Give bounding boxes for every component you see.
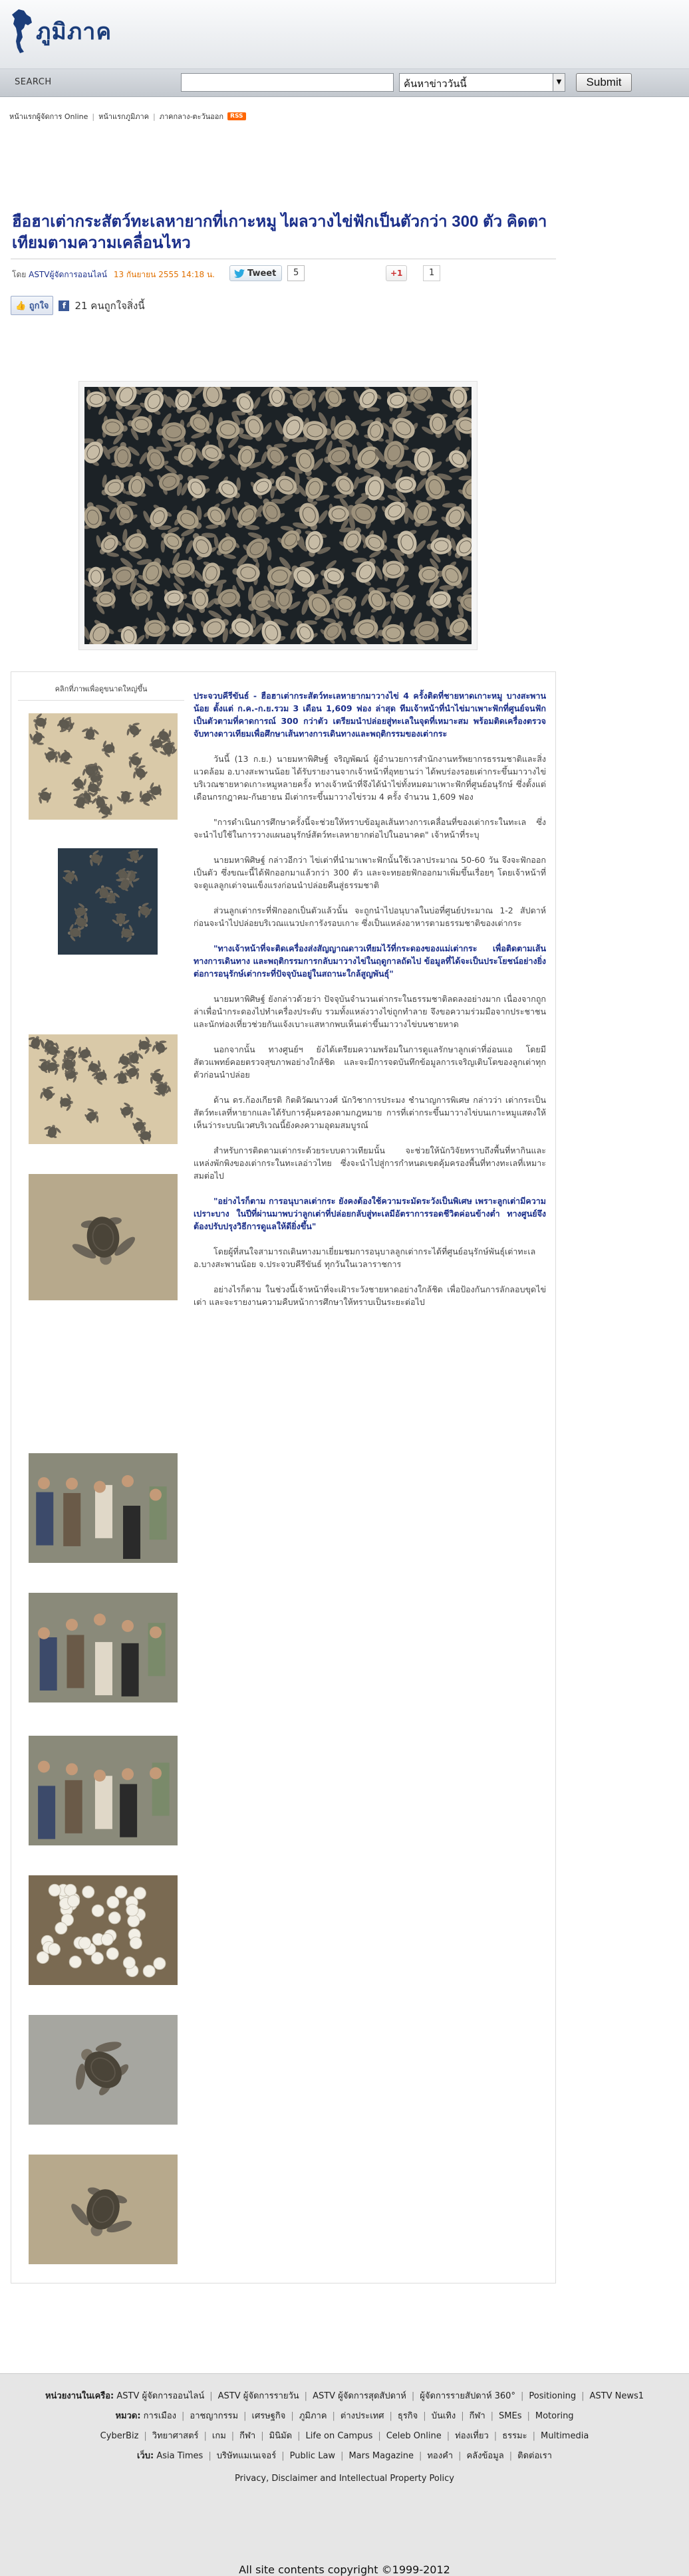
facebook-like-row bbox=[11, 296, 145, 315]
thumbnail-image bbox=[29, 1034, 178, 1144]
footer-row-sections-more bbox=[0, 2428, 689, 2442]
search-scope-value: ค้นหาข่าววันนี้ bbox=[404, 78, 467, 90]
footer-separator: | bbox=[144, 2431, 147, 2441]
article-paragraph: นอกจากนั้น ทางศูนย์ฯ ยังได้เตรียมความพร้อมในการดูแลรักษาลูกเต่าที่อ่อนแอ โดยมีสัตวแพทย์คอยตรวจสุขภาพอย่างใกล้ชิด และจะมีการจดบันทึกข้อมูลการเจริญเติบโตของลูกเต่าทุกตัวก่อนนำปล่อย bbox=[194, 1044, 546, 1080]
gallery-thumbnail[interactable] bbox=[29, 2155, 178, 2264]
footer-separator: | bbox=[304, 2391, 308, 2401]
chevron-down-icon: ▼ bbox=[553, 74, 565, 91]
footer-separator: | bbox=[418, 2451, 422, 2461]
gallery-thumbnail[interactable] bbox=[29, 1174, 178, 1300]
thumbnail-image bbox=[29, 1736, 178, 1845]
gallery-caption: คลิกที่ภาพเพื่อดูขนาดใหญ่ขึ้น bbox=[18, 679, 184, 701]
footer-link[interactable]: Life on Campus bbox=[305, 2431, 373, 2441]
footer-link[interactable]: Positioning bbox=[529, 2391, 577, 2401]
gallery-thumbnail[interactable] bbox=[29, 713, 178, 820]
footer-separator: | bbox=[581, 2391, 585, 2401]
like-label: ถูกใจ bbox=[29, 301, 49, 311]
article-paragraph: นายมหาพิศิษฐ์ ยังกล่าวด้วยว่า ปัจจุบันจำนวนเต่ากระในธรรมชาติลดลงอย่างมาก เนื่องจากถูกล่าเพื่อนำกระดองไปทำเครื่องประดับ รวมทั้งแหล่งวางไข่ถูกทำลาย จึงขอความร่วมมือจากประชาชนและนักท่องเที่ยวช่วยกันแจ้งเบาะแสหากพบเห็นเต่าขึ้นมาวางไข่บนชายหาด bbox=[194, 994, 546, 1029]
footer-separator: | bbox=[423, 2411, 426, 2421]
search-scope-select[interactable] bbox=[399, 73, 565, 92]
tweet-count: 5 bbox=[287, 265, 305, 281]
footer-separator: | bbox=[208, 2451, 211, 2461]
article-title: ฮือฮาเต่ากระสัตว์ทะเลหายากที่เกาะหมู ไผลวางไข่ฟักเป็นตัวกว่า 300 ตัว คิดตาเทียมตามความเคลื่อนไหว bbox=[12, 213, 547, 252]
rss-badge[interactable]: RSS bbox=[227, 112, 246, 120]
footer-separator: | bbox=[378, 2431, 381, 2441]
footer-separator: | bbox=[411, 2391, 415, 2401]
breadcrumb-item-central-east[interactable]: ภาคกลาง-ตะวันออก bbox=[159, 112, 224, 121]
footer-link[interactable]: ผู้จัดการรายสัปดาห์ 360° bbox=[420, 2391, 515, 2401]
article-paragraph: สำหรับการติดตามเต่ากระด้วยระบบดาวเทียมนั้น จะช่วยให้นักวิจัยทราบถึงพื้นที่หากินและแหล่งพักพิงของเต่ากระในทะเลอ่าวไทย ซึ่งจะนำไปสู่การกำหนดเขตคุ้มครองพื้นที่ทางทะเลที่เหมาะสมต่อไป bbox=[194, 1145, 546, 1181]
breadcrumb-item-region-home[interactable]: หน้าแรกภูมิภาค bbox=[98, 112, 149, 121]
article-paragraph: อย่างไรก็ตาม ในช่วงนี้เจ้าหน้าที่จะเฝ้าระวังชายหาดอย่างใกล้ชิด เพื่อป้องกันการลักลอบขุดไข่เต่า และจะรายงานความคืบหน้าการศึกษาให้ทราบเป็นระยะต่อไป bbox=[194, 1284, 546, 1307]
footer-link[interactable]: อาชญากรรม bbox=[190, 2411, 239, 2421]
facebook-icon: f bbox=[59, 300, 69, 311]
footer-separator: | bbox=[532, 2431, 536, 2441]
breadcrumb bbox=[9, 110, 246, 122]
thumbnail-image bbox=[29, 2155, 178, 2264]
thailand-map-icon bbox=[11, 8, 33, 55]
thumbnail-image bbox=[29, 1593, 178, 1702]
facebook-like-button[interactable] bbox=[11, 296, 53, 315]
footer-row-label: เว็บ: bbox=[137, 2451, 154, 2461]
thumbnail-image bbox=[29, 1174, 178, 1300]
search-submit-button[interactable]: Submit bbox=[576, 73, 632, 92]
thumbnail-image bbox=[29, 2015, 178, 2125]
article-body-box bbox=[11, 671, 556, 2283]
footer-link[interactable]: ติดต่อเรา bbox=[517, 2451, 552, 2461]
footer-link[interactable]: การเมือง bbox=[143, 2411, 176, 2421]
article-paragraph: "ทางเจ้าหน้าที่จะติดเครื่องส่งสัญญาณดาวเทียมไว้ที่กระดองของแม่เต่ากระ เพื่อติดตามเส้นทางการเดินทาง และพฤติกรรมการกลับมาวางไข่ในฤดูกาลถัดไป ข้อมูลที่ได้จะเป็นประโยชน์อย่างยิ่งต่อการอนุรักษ์เต่ากระที่ปัจจุบันอยู่ในสถานะใกล้สูญพันธุ์" bbox=[194, 943, 546, 979]
footer-link[interactable]: เศรษฐกิจ bbox=[251, 2411, 286, 2421]
footer-row-network bbox=[0, 2389, 689, 2402]
byline-agency: ASTVผู้จัดการออนไลน์ bbox=[29, 270, 107, 279]
footer-link[interactable]: Public Law bbox=[289, 2451, 336, 2461]
footer-link[interactable]: Asia Times bbox=[156, 2451, 204, 2461]
google-plus-button[interactable]: +1 bbox=[386, 265, 407, 281]
footer-link[interactable]: กีฬา bbox=[469, 2411, 485, 2421]
google-plus-count: 1 bbox=[423, 265, 440, 281]
main-article-photo[interactable] bbox=[78, 381, 478, 650]
article-text bbox=[194, 689, 546, 1321]
article-paragraph: นายมหาพิศิษฐ์ กล่าวอีกว่า ไข่เต่าที่นำมาเพาะฟักนั้นใช้เวลาประมาณ 50-60 วัน จึงจะฟักออกเป็นตัว ซึ่งขณะนี้ได้ฟักออกมาแล้วกว่า 300 ตัว และจะทยอยฟักออกมาเพิ่มขึ้นเรื่อยๆ โดยเจ้าหน้าที่จะดูแลลูกเต่าจนแข็งแรงก่อนนำปล่อยคืนสู่ธรรมชาติ bbox=[194, 855, 546, 890]
footer-link[interactable]: Mars Magazine bbox=[348, 2451, 414, 2461]
byline-prefix: โดย bbox=[12, 270, 27, 279]
footer-row-label: หน่วยงานในเครือ: bbox=[45, 2391, 114, 2401]
footer-link[interactable]: บริษัทแมเนเจอร์ bbox=[216, 2451, 277, 2461]
footer-link[interactable]: ASTV ผู้จัดการออนไลน์ bbox=[116, 2391, 205, 2401]
footer-link[interactable]: ASTV ผู้จัดการรายวัน bbox=[217, 2391, 299, 2401]
search-input[interactable] bbox=[181, 73, 394, 92]
footer-separator: | bbox=[509, 2451, 513, 2461]
article-paragraph: โดยผู้ที่สนใจสามารถเดินทางมาเยี่ยมชมการอนุบาลลูกเต่ากระได้ที่ศูนย์อนุรักษ์พันธุ์เต่าทะเล อ.บางสะพานน้อย จ.ประจวบคีรีขันธ์ ทุกวันในเวลาราชการ bbox=[194, 1246, 536, 1269]
article-paragraph: "การดำเนินการศึกษาครั้งนี้จะช่วยให้ทราบข้อมูลเส้นทางการเคลื่อนที่ของเต่ากระในทะเล ซึ่งจะนำไปใช้ในการวางแผนอนุรักษ์สัตว์ทะเลหายากต่อไปในอนาคต" เจ้าหน้าที่ระบุ bbox=[194, 817, 546, 840]
gallery-thumbnail[interactable] bbox=[29, 1593, 178, 1702]
footer-row-sections bbox=[0, 2408, 689, 2422]
footer-link[interactable]: เกม bbox=[211, 2431, 226, 2441]
article-paragraph: ด้าน ดร.ก้องเกียรติ กิตติวัฒนาวงศ์ นักวิชาการประมง ชำนาญการพิเศษ กล่าวว่า เต่ากระเป็นสัตว์ทะเลที่หายากและได้รับการคุ้มครองตามกฎหมาย การที่เต่ากระขึ้นมาวางไข่บนเกาะหมูแสดงให้เห็นว่าระบบนิเวศบริเวณนี้ยังคงความอุดมสมบูรณ์ bbox=[194, 1095, 546, 1130]
breadcrumb-item-home-online[interactable]: หน้าแรกผู้จัดการ Online bbox=[9, 112, 88, 121]
footer-separator: | bbox=[204, 2431, 207, 2441]
site-logo[interactable] bbox=[11, 8, 112, 55]
footer-link[interactable]: ท่องเที่ยว bbox=[455, 2431, 489, 2441]
footer-separator: | bbox=[490, 2411, 494, 2421]
footer-separator: | bbox=[461, 2411, 464, 2421]
footer-link[interactable]: ธุรกิจ bbox=[397, 2411, 418, 2421]
footer-row-label: หมวด: bbox=[115, 2411, 141, 2421]
footer-link[interactable]: CyberBiz bbox=[100, 2431, 139, 2441]
footer-separator: | bbox=[458, 2451, 462, 2461]
article-byline bbox=[12, 269, 215, 281]
footer-link[interactable]: มินิมัด bbox=[269, 2431, 293, 2441]
footer-link[interactable]: ASTV News1 bbox=[589, 2391, 644, 2401]
search-label: SEARCH bbox=[15, 77, 52, 87]
footer-separator: | bbox=[389, 2411, 392, 2421]
photo-gallery-sidebar bbox=[18, 679, 184, 2274]
footer-separator: | bbox=[493, 2431, 497, 2441]
site-header bbox=[0, 0, 689, 69]
footer-separator: | bbox=[281, 2451, 285, 2461]
footer-row-websites bbox=[0, 2448, 689, 2462]
thumbs-up-icon: 👍 bbox=[15, 301, 27, 311]
gallery-thumbnail[interactable] bbox=[29, 2015, 178, 2125]
footer-link[interactable]: วิทยาศาสตร์ bbox=[152, 2431, 199, 2441]
footer-link[interactable]: ASTV ผู้จัดการสุดสัปดาห์ bbox=[313, 2391, 406, 2401]
tweet-label: Tweet bbox=[247, 268, 277, 279]
thumbnail-image bbox=[29, 1453, 178, 1563]
footer-separator: | bbox=[332, 2411, 335, 2421]
article-paragraph: "อย่างไรก็ตาม การอนุบาลเต่ากระ ยังคงต้องใช้ความระมัดระวังเป็นพิเศษ เพราะลูกเต่ามีความเปราะบาง ในปีที่ผ่านมาพบว่าลูกเต่าที่ปล่อยกลับสู่ทะเลมีอัตราการรอดชีวิตค่อนข้างต่ำ ทางศูนย์จึงต้องปรับปรุงวิธีการดูแลให้ดียิ่งขึ้น" bbox=[194, 1196, 546, 1231]
gallery-thumbnail[interactable] bbox=[29, 1875, 178, 1985]
footer-separator: | bbox=[446, 2431, 450, 2441]
footer-link[interactable]: ธรรมะ bbox=[502, 2431, 527, 2441]
article-date: 13 กันยายน 2555 14:18 น. bbox=[113, 270, 215, 279]
site-logo-text: ภูมิภาค bbox=[36, 19, 112, 45]
gallery-thumbnail[interactable] bbox=[58, 848, 158, 955]
footer-separator: | bbox=[243, 2411, 247, 2421]
search-bar bbox=[0, 69, 689, 97]
footer-link[interactable]: บันเทิง bbox=[431, 2411, 456, 2421]
breadcrumb-separator: | bbox=[92, 112, 95, 121]
thumbnail-image bbox=[29, 1875, 178, 1985]
footer-separator: | bbox=[261, 2431, 264, 2441]
like-count-text: 21 คนถูกใจสิ่งนี้ bbox=[74, 299, 145, 312]
footer-separator: | bbox=[527, 2411, 530, 2421]
footer-copyright: All site contents copyright ©1999-2012 bbox=[239, 2563, 450, 2576]
footer-separator: | bbox=[297, 2431, 301, 2441]
footer-separator: | bbox=[231, 2431, 235, 2441]
gallery-thumbnail[interactable] bbox=[29, 1034, 178, 1144]
footer-link[interactable]: Celeb Online bbox=[386, 2431, 442, 2441]
footer-link[interactable]: คลังข้อมูล bbox=[466, 2451, 504, 2461]
twitter-bird-icon bbox=[234, 269, 245, 278]
site-footer bbox=[0, 2373, 689, 2576]
footer-policy-link[interactable]: Privacy, Disclaimer and Intellectual Property Policy bbox=[235, 2474, 454, 2484]
footer-separator: | bbox=[291, 2411, 294, 2421]
gallery-thumbnail[interactable] bbox=[29, 1736, 178, 1845]
thumbnail-image bbox=[29, 713, 178, 820]
turtle-hatchlings-photo bbox=[84, 387, 472, 644]
footer-link[interactable]: Motoring bbox=[535, 2411, 574, 2421]
article-paragraph: วันนี้ (13 ก.ย.) นายมหาพิศิษฐ์ จริญพัฒน์ ผู้อำนวยการสำนักงานทรัพยากรธรรมชาติและสิ่งแวดล้อม อ.บางสะพานน้อย ได้รับรายงานจากเจ้าหน้าที่อุทยานว่า ได้พบร่องรอยเต่ากระขึ้นมาวางไข่บริเวณชายหาดเกาะหมูหลายครั้ง ทางเจ้าหน้าที่จึงได้นำไข่ทั้งหมดมาเพาะฟักที่ศูนย์อนุรักษ์ ซึ่งตั้งแต่เดือนกรกฎาคม-กันยายน มีเต่ากระขึ้นมาวางไข่รวม 4 ครั้ง จำนวน 1,609 ฟอง bbox=[194, 754, 546, 802]
thumbnail-image bbox=[58, 848, 158, 955]
footer-link[interactable]: ทองคำ bbox=[427, 2451, 454, 2461]
footer-separator: | bbox=[341, 2451, 344, 2461]
footer-separator: | bbox=[209, 2391, 213, 2401]
gallery-thumbnail[interactable] bbox=[29, 1453, 178, 1563]
article-paragraph: ส่วนลูกเต่ากระที่ฟักออกเป็นตัวแล้วนั้น จะถูกนำไปอนุบาลในบ่อที่ศูนย์ประมาณ 1-2 สัปดาห์ ก่อนจะนำไปปล่อยบริเวณแนวปะการังรอบเกาะ ซึ่งเป็นแหล่งอาหารตามธรรมชาติของเต่ากระ bbox=[194, 905, 546, 928]
footer-link[interactable]: ภูมิภาค bbox=[299, 2411, 327, 2421]
footer-link[interactable]: SMEs bbox=[499, 2411, 522, 2421]
breadcrumb-separator: | bbox=[153, 112, 156, 121]
footer-separator: | bbox=[182, 2411, 185, 2421]
tweet-button[interactable] bbox=[229, 265, 282, 281]
footer-link[interactable]: Multimedia bbox=[541, 2431, 589, 2441]
footer-separator: | bbox=[520, 2391, 524, 2401]
article-paragraph: ประจวบคีรีขันธ์ - ฮือฮาเต่ากระสัตว์ทะเลหายากมาวางไข่ 4 ครั้งติดที่ชายหาดเกาะหมู บางสะพานน้อย ตั้งแต่ ก.ค.-ก.ย.รวม 3 เดือน 1,609 ฟอง ล่าสุด ทีมเจ้าหน้าที่นำไข่มาเพาะฟักที่ศูนย์จนฟักเป็นตัวตามที่คาดการณ์ 300 กว่าตัว เตรียมนำปล่อยสู่ทะเลในจุดที่เหมาะสม พร้อมติดเครื่องตรวจจับทางดาวเทียมเพื่อศึกษาเส้นทางการเดินทางและพฤติกรรมของเต่ากระ bbox=[194, 691, 546, 739]
footer-link[interactable]: กีฬา bbox=[239, 2431, 256, 2441]
footer-link[interactable]: ต่างประเทศ bbox=[340, 2411, 384, 2421]
